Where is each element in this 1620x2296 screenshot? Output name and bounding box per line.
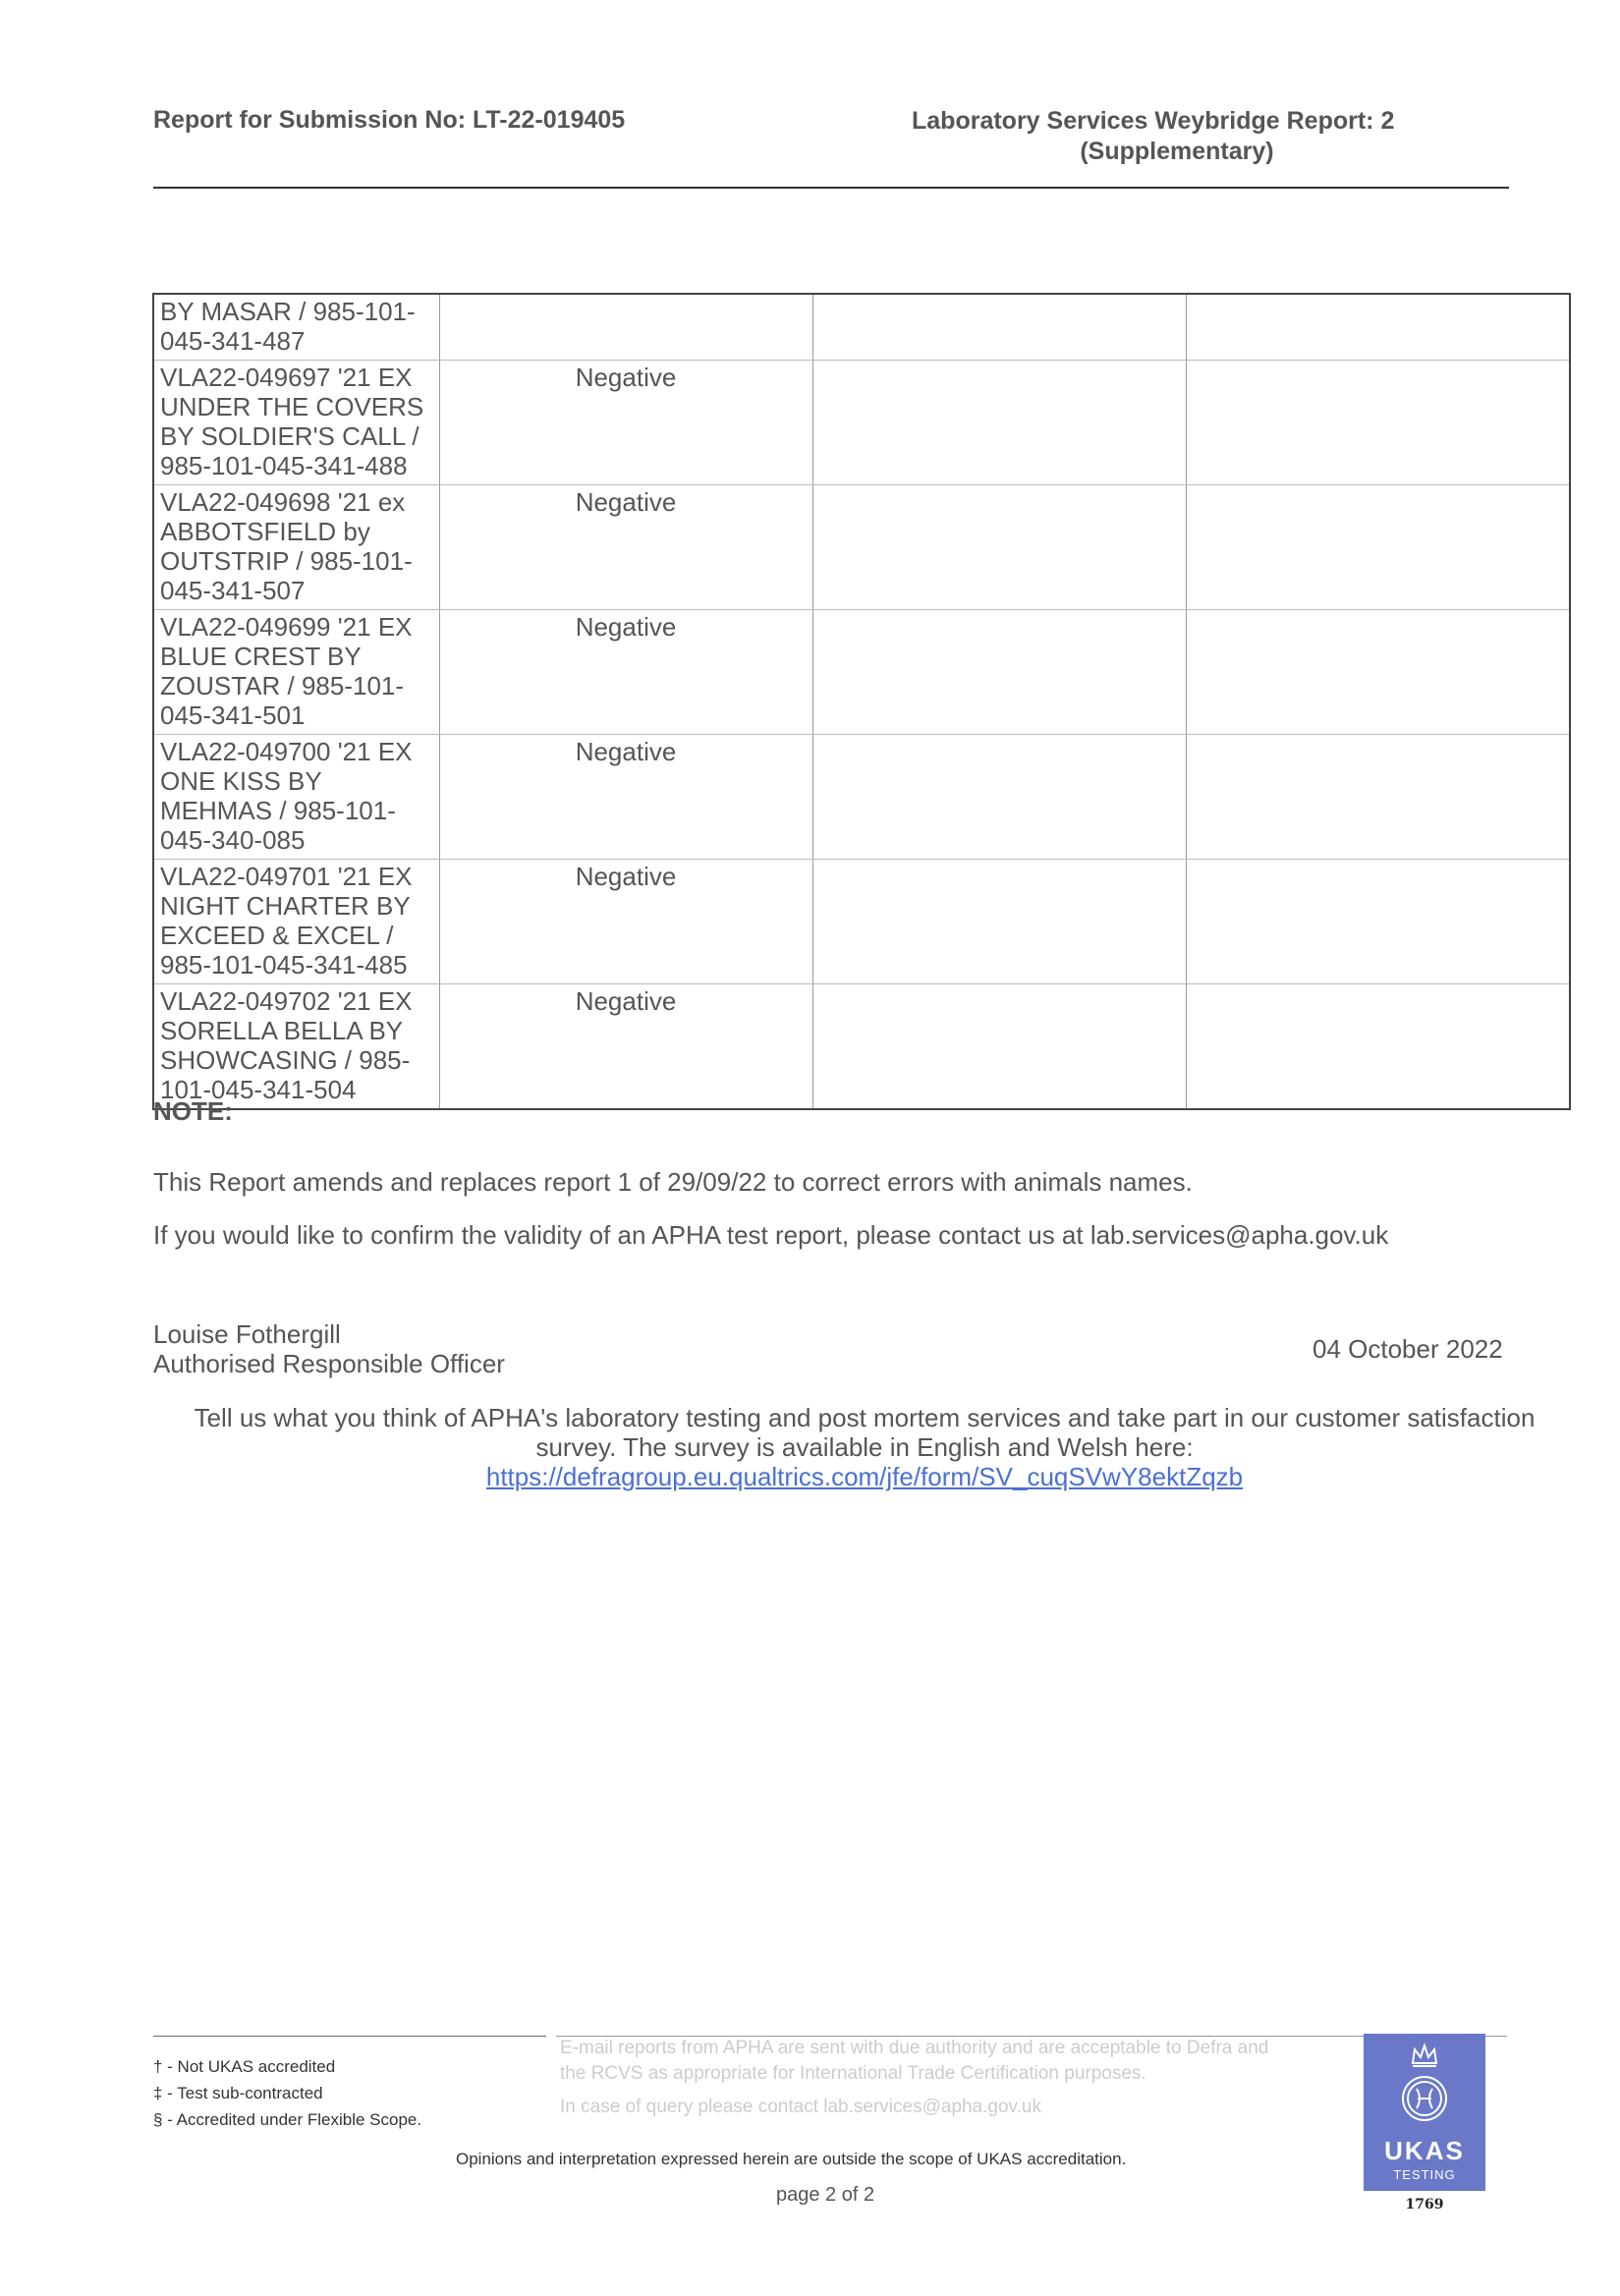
empty-cell [812,860,1186,984]
empty-cell [1186,860,1570,984]
signatory [153,1319,505,1378]
empty-cell [812,735,1186,860]
note-label: NOTE: [153,1096,233,1126]
amendment-note: This Report amends and replaces report 1 of 29/09/22 to correct errors with animals names. [153,1167,1193,1197]
table-row [153,984,1570,1110]
report-date: 04 October 2022 [1313,1334,1503,1364]
legend-item: § - Accredited under Flexible Scope. [153,2110,422,2129]
sample-cell: VLA22-049701 '21 EX NIGHT CHARTER BY EXCEED & EXCEL / 985-101-045-341-485 [153,860,439,984]
result-cell: Negative [439,984,812,1110]
table-row [153,361,1570,485]
sample-cell: VLA22-049702 '21 EX SORELLA BELLA BY SHOWCASING / 985-101-045-341-504 [153,984,439,1110]
empty-cell [812,485,1186,610]
result-cell: Negative [439,361,812,485]
survey-invitation [157,1403,1572,1491]
empty-cell [1186,735,1570,860]
table-row [153,294,1570,361]
footer-divider [153,2036,546,2037]
table-row [153,485,1570,610]
empty-cell [1186,361,1570,485]
sample-cell: VLA22-049699 '21 EX BLUE CREST BY ZOUSTAR / 985-101-045-341-501 [153,610,439,735]
sample-cell: VLA22-049700 '21 EX ONE KISS BY MEHMAS / 985-101-045-340-085 [153,735,439,860]
empty-cell [812,361,1186,485]
empty-cell [1186,610,1570,735]
signatory-title: Authorised Responsible Officer [153,1349,505,1378]
opinions-disclaimer: Opinions and interpretation expressed herein are outside the scope of UKAS accreditation. [456,2150,1127,2168]
results-table [152,293,1571,1110]
survey-line2: survey. The survey is available in English and Welsh here: [535,1432,1194,1462]
legend-item: ‡ - Test sub-contracted [153,2084,323,2102]
signatory-name: Louise Fothergill [153,1319,341,1349]
ukas-number: 1769 [1405,2197,1444,2212]
header-divider [153,187,1509,189]
empty-cell [1186,294,1570,361]
result-cell: Negative [439,485,812,610]
empty-cell [1186,485,1570,610]
table-row [153,860,1570,984]
ukas-word: UKAS [1384,2136,1465,2165]
query-contact-note: In case of query please contact lab.services@apha.gov.uk [560,2097,1041,2117]
table-row [153,735,1570,860]
report-title [912,106,1442,167]
empty-cell [812,984,1186,1110]
empty-cell [1186,984,1570,1110]
email-authority-note: E-mail reports from APHA are sent with due authority and are acceptable to Defra and the RCVS as appropriate for International Trade Certification purposes. [560,2038,1269,2084]
table-row [153,610,1570,735]
validity-note: If you would like to confirm the validity of an APHA test report, please contact us at lab.services@apha.gov.uk [153,1220,1389,1250]
sample-cell: VLA22-049698 '21 ex ABBOTSFIELD by OUTSTRIP / 985-101-045-341-507 [153,485,439,610]
accreditation-legend [153,2053,421,2133]
page-number: page 2 of 2 [776,2184,875,2206]
sample-cell: BY MASAR / 985-101-045-341-487 [153,294,439,361]
ukas-testing: TESTING [1393,2167,1456,2182]
empty-cell [812,294,1186,361]
survey-line1: Tell us what you think of APHA's laboratory testing and post mortem services and take part in our customer satisfaction [194,1403,1536,1432]
result-cell: Negative [439,735,812,860]
crown-icon [1364,2034,1485,2136]
survey-link[interactable]: https://defragroup.eu.qualtrics.com/jfe/form/SV_cuqSVwY8ektZqzb [485,1462,1244,1491]
result-cell: Negative [439,860,812,984]
legend-item: † - Not UKAS accredited [153,2057,336,2076]
report-title-line1: Laboratory Services Weybridge Report: 2 [912,107,1395,135]
sample-cell: VLA22-049697 '21 EX UNDER THE COVERS BY SOLDIER'S CALL / 985-101-045-341-488 [153,361,439,485]
result-cell [439,294,812,361]
empty-cell [812,610,1186,735]
report-title-line2: (Supplementary) [1080,138,1274,165]
ukas-logo [1364,2034,1485,2191]
submission-number: Report for Submission No: LT-22-019405 [153,106,626,134]
result-cell: Negative [439,610,812,735]
email-disclaimer [560,2036,1287,2120]
